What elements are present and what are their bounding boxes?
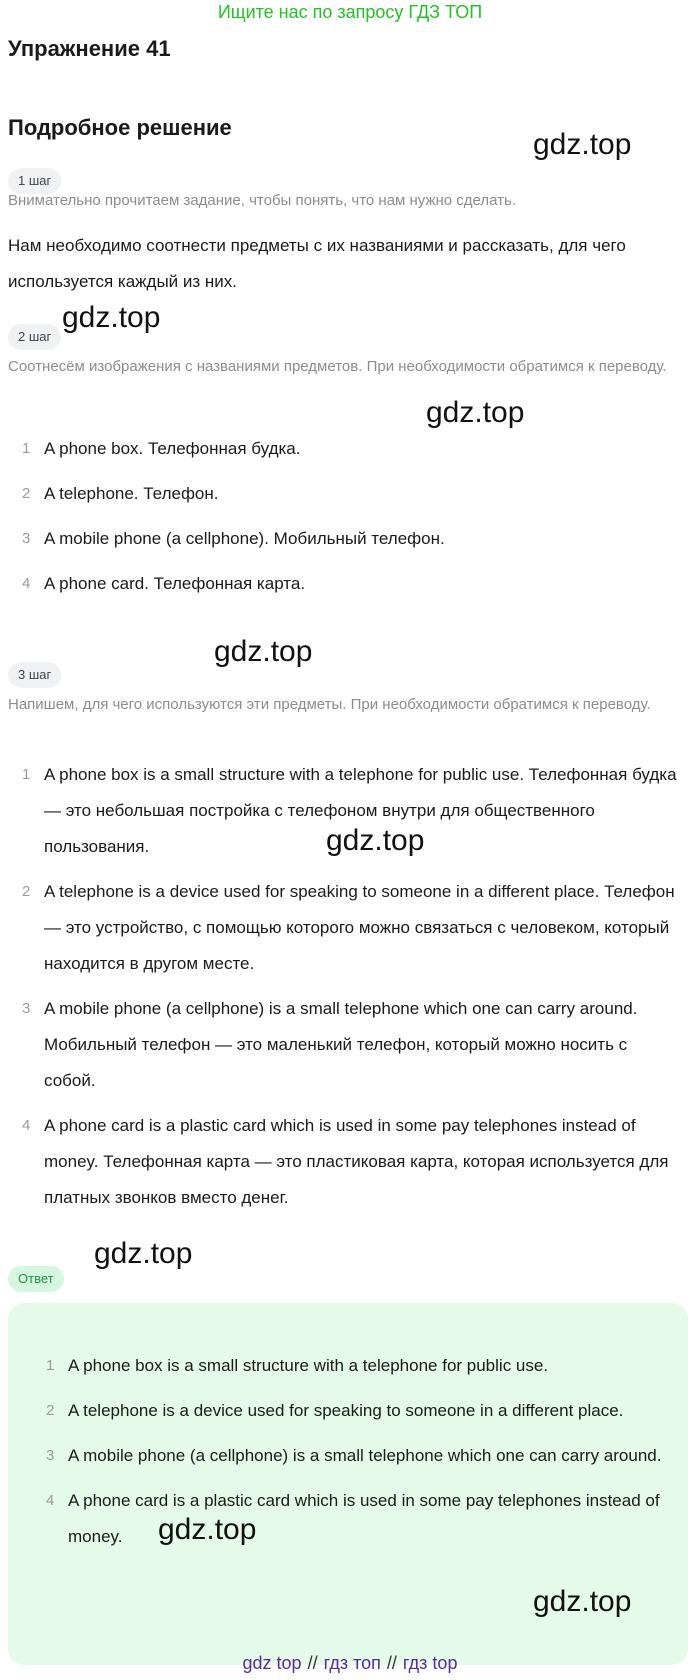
watermark: gdz.top: [326, 824, 425, 857]
list-text: A telephone. Телефон.: [44, 484, 219, 503]
list-item: [22, 566, 682, 602]
watermark: gdz.top: [533, 128, 632, 161]
footer-link[interactable]: гдз top: [402, 1653, 458, 1673]
list-number: 4: [22, 575, 31, 592]
list-item: [22, 874, 682, 982]
list-number: 2: [22, 883, 31, 900]
list-item: [46, 1483, 666, 1555]
list-text: A mobile phone (a cellphone) is a small telephone which one can carry around.: [68, 1446, 662, 1465]
list-item: [22, 431, 682, 467]
step-2-list: [22, 431, 682, 611]
footer-separator: //: [386, 1653, 397, 1673]
watermark: gdz.top: [158, 1513, 257, 1546]
list-number: 4: [46, 1492, 55, 1509]
list-text: A phone card is a plastic card which is used in some pay telephones instead of money. Телефонная карта — это пластиковая карта, которая используется для платных звонков вместо денег.: [44, 1116, 669, 1207]
list-text: A telephone is a device used for speaking to someone in a different place. Телефон — это устройство, с помощью которого можно связаться с человеком, который находится в другом месте.: [44, 882, 675, 973]
list-text: A mobile phone (a cellphone). Мобильный телефон.: [44, 529, 445, 548]
exercise-title: Упражнение 41: [8, 36, 171, 61]
watermark: gdz.top: [94, 1237, 193, 1270]
step-1-hint: Внимательно прочитаем задание, чтобы понять, что нам нужно сделать.: [8, 192, 517, 209]
step-3-badge: 3 шаг: [8, 662, 61, 688]
list-item: [46, 1348, 666, 1384]
list-text: A mobile phone (a cellphone) is a small telephone which one can carry around. Мобильный телефон — это маленький телефон, который можно носить с собой.: [44, 999, 638, 1090]
watermark: gdz.top: [426, 396, 525, 429]
step-1-badge: 1 шаг: [8, 168, 61, 194]
list-number: 1: [46, 1357, 55, 1374]
list-text: A phone box is a small structure with a telephone for public use.: [68, 1356, 549, 1375]
search-banner: Ищите нас по запросу ГДЗ ТОП: [217, 2, 483, 22]
step-3-hint: Напишем, для чего используются эти предметы. При необходимости обратимся к переводу.: [8, 696, 651, 713]
footer-links: [0, 1653, 700, 1674]
footer-link[interactable]: gdz top: [242, 1653, 302, 1673]
answer-list: [46, 1348, 666, 1564]
list-number: 2: [22, 485, 31, 502]
watermark: gdz.top: [62, 301, 161, 334]
list-text: A phone card. Телефонная карта.: [44, 574, 306, 593]
list-item: [22, 521, 682, 557]
answer-badge: Ответ: [8, 1266, 64, 1292]
footer-separator: //: [307, 1653, 318, 1673]
solution-title: Подробное решение: [8, 115, 232, 140]
list-text: A phone card is a plastic card which is used in some pay telephones instead of money.: [68, 1491, 660, 1546]
list-item: [46, 1438, 666, 1474]
list-text: A telephone is a device used for speaking to someone in a different place.: [68, 1401, 624, 1420]
list-text: A phone box. Телефонная будка.: [44, 439, 301, 458]
list-number: 3: [22, 530, 31, 547]
list-number: 3: [46, 1447, 55, 1464]
list-number: 1: [22, 766, 31, 783]
list-number: 2: [46, 1402, 55, 1419]
list-item: [22, 991, 682, 1099]
list-item: [46, 1393, 666, 1429]
list-item: [22, 476, 682, 512]
step-2-hint: Соотнесём изображения с названиями предметов. При необходимости обратимся к переводу.: [8, 358, 667, 375]
watermark: gdz.top: [214, 635, 313, 668]
step-1-text: Нам необходимо соотнести предметы с их названиями и рассказать, для чего используется каждый из них.: [8, 236, 626, 291]
footer-link[interactable]: гдз топ: [323, 1653, 381, 1673]
list-number: 4: [22, 1117, 31, 1134]
list-number: 3: [22, 1000, 31, 1017]
list-item: [22, 1108, 682, 1216]
watermark: gdz.top: [533, 1585, 632, 1618]
list-text: A phone box is a small structure with a telephone for public use. Телефонная будка — это небольшая постройка с телефоном внутри для общественного пользования.: [44, 765, 677, 856]
step-2-badge: 2 шаг: [8, 324, 61, 350]
list-number: 1: [22, 440, 31, 457]
